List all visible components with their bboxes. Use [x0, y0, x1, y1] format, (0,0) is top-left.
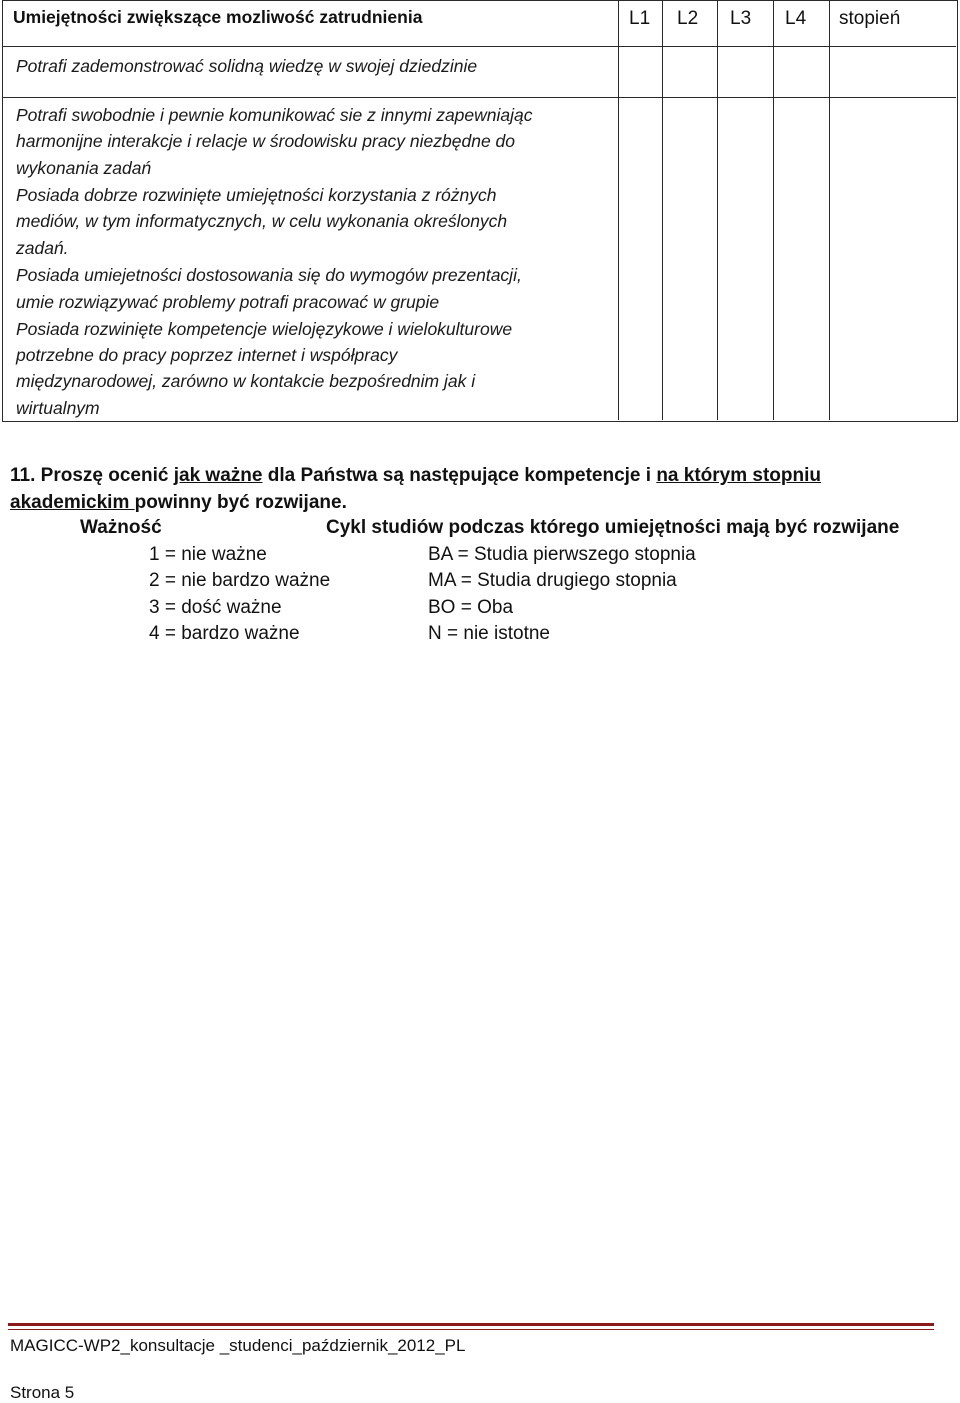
- cycle-item: MA = Studia drugiego stopnia: [428, 570, 677, 591]
- row-text-line: zadań.: [16, 238, 69, 258]
- row-text-line: umie rozwiązywać problemy potrafi pracować w grupie: [16, 292, 440, 312]
- row-text-line: wykonania zadań: [16, 158, 152, 178]
- underlined-phrase: na którym stopniu: [656, 465, 822, 486]
- page-number: Strona 5: [10, 1383, 75, 1402]
- row-text-line: Posiada umiejetności dostosowania się do wymogów prezentacji,: [16, 265, 522, 285]
- col-divider: [829, 1, 830, 420]
- question-11-line-2: akademickim powinny być rozwijane.: [10, 492, 347, 513]
- table-header-title: Umiejętności zwiększące mozliwość zatrudnienia: [13, 7, 423, 27]
- row-text-line: Posiada rozwinięte kompetencje wielojęzykowe i wielokulturowe: [16, 319, 513, 339]
- row-text-line: międzynarodowej, zarówno w kontakcie bezpośrednim jak i: [16, 371, 476, 391]
- importance-item: 1 = nie ważne: [149, 544, 267, 565]
- row-text-line: Potrafi zademonstrować solidną wiedzę w swojej dziedzinie: [16, 56, 478, 76]
- row-text-line: potrzebne do pracy poprzez internet i współpracy: [16, 345, 398, 365]
- footer-rule: [8, 1323, 934, 1326]
- row-text-line: wirtualnym: [16, 398, 100, 418]
- column-header-l4: L4: [785, 8, 807, 29]
- col-divider: [773, 1, 774, 420]
- row-text-line: Posiada dobrze rozwinięte umiejętności korzystania z różnych: [16, 185, 497, 205]
- column-header-stopien: stopień: [839, 8, 901, 29]
- question-11-line-1: 11. Proszę ocenić jak ważne dla Państwa są następujące kompetencje i na którym stopniu: [10, 465, 822, 486]
- col-divider: [717, 1, 718, 420]
- footer-rule: [8, 1329, 934, 1330]
- importance-item: 2 = nie bardzo ważne: [149, 570, 331, 591]
- row-text-line: Potrafi swobodnie i pewnie komunikować sie z innymi zapewniając: [16, 105, 533, 125]
- column-header-l1: L1: [629, 8, 651, 29]
- column-header-l3: L3: [730, 8, 752, 29]
- importance-item: 4 = bardzo ważne: [149, 623, 300, 644]
- question-number: 11.: [10, 465, 36, 486]
- cycle-item: N = nie istotne: [428, 623, 550, 644]
- importance-header: Ważność: [80, 517, 162, 538]
- competency-table: [2, 0, 958, 422]
- row-text-line: mediów, w tym informatycznych, w celu wykonania określonych: [16, 211, 508, 231]
- col-divider: [618, 1, 619, 420]
- cycle-item: BA = Studia pierwszego stopnia: [428, 544, 696, 565]
- footer-doc-name: MAGICC-WP2_konsultacje _studenci_październik_2012_PL: [10, 1336, 466, 1355]
- column-header-l2: L2: [677, 8, 699, 29]
- underlined-phrase: akademickim: [10, 492, 135, 513]
- underlined-phrase: jak ważne: [173, 465, 263, 486]
- cycle-item: BO = Oba: [428, 597, 514, 618]
- row-divider: [3, 97, 956, 98]
- importance-item: 3 = dość ważne: [149, 597, 282, 618]
- cycle-header: Cykl studiów podczas którego umiejętności mają być rozwijane: [326, 517, 900, 538]
- col-divider: [662, 1, 663, 420]
- row-text-line: harmonijne interakcje i relacje w środowisku pracy niezbędne do: [16, 131, 516, 151]
- row-divider: [3, 46, 956, 47]
